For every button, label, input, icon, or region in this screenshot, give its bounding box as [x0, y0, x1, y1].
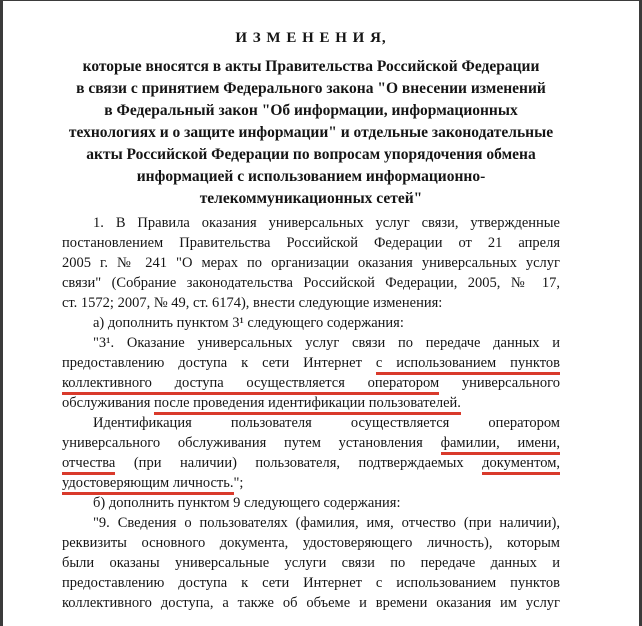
red-underline-annotation: документом,	[482, 455, 560, 475]
body-text-segment: реквизиты основного документа, удостоверяющего личность), которым	[62, 535, 560, 551]
body-text-segment: 1. В Правила оказания универсальных услуг связи, утвержденные	[93, 215, 560, 231]
document-body	[62, 213, 560, 613]
body-line	[62, 553, 560, 573]
body-line	[62, 353, 560, 373]
body-line	[62, 273, 560, 293]
body-text-segment: коллективного доступа, а также об объеме и времени оказания им услуг	[62, 595, 560, 611]
body-line	[62, 293, 560, 313]
body-line	[62, 453, 560, 473]
body-line	[62, 233, 560, 253]
body-text-segment: обслуживания	[62, 395, 155, 411]
subtitle-line: в Федеральный закон "Об информации, информационных	[104, 102, 518, 119]
body-text-segment: универсального обслуживания путем установления	[62, 435, 441, 451]
red-underline-annotation: удостоверяющим личность.	[62, 475, 234, 495]
body-line	[62, 313, 560, 333]
body-text-segment: Идентификация пользователя осуществляется оператором	[93, 415, 560, 431]
body-line	[62, 593, 560, 613]
body-text-segment: предоставлению доступа к сети Интернет с использованием пунктов	[62, 575, 560, 591]
red-underline-annotation: фамилии, имени,	[441, 435, 560, 455]
body-text-segment: (при наличии) пользователя, подтверждаемых	[115, 455, 483, 471]
body-text-segment: "9. Сведения о пользователях (фамилия, имя, отчество (при наличии),	[93, 515, 560, 531]
body-text-segment: связи" (Собрание законодательства Российской Федерации, 2005, № 17,	[62, 275, 560, 291]
red-underline-annotation: отчества	[62, 455, 115, 475]
body-text-segment: ";	[233, 475, 244, 491]
body-line	[62, 513, 560, 533]
body-line	[62, 473, 560, 493]
body-text-segment: универсального	[439, 375, 560, 391]
document-content	[62, 1, 560, 613]
body-line	[62, 393, 560, 413]
body-text-segment: постановлением Правительства Российской Федерации от 21 апреля	[62, 235, 560, 251]
subtitle-line: технологиях и о защите информации" и отдельные законодательные	[68, 124, 554, 141]
subtitle-line: информацией с использованием информационно-	[136, 168, 486, 185]
body-text-segment: а) дополнить пунктом 3¹ следующего содержания:	[93, 315, 404, 331]
body-line	[62, 253, 560, 273]
body-line	[62, 333, 560, 353]
body-line	[62, 573, 560, 593]
red-underline-annotation: после проведения идентификации пользователей.	[154, 395, 461, 415]
body-line	[62, 533, 560, 553]
body-line	[62, 493, 560, 513]
body-line	[62, 433, 560, 453]
body-text-segment: "3¹. Оказание универсальных услуг связи по передаче данных и	[93, 335, 560, 351]
body-line	[62, 213, 560, 233]
document-subtitle	[62, 56, 560, 210]
body-text-segment: предоставлению доступа к сети Интернет	[62, 355, 376, 371]
subtitle-line: акты Российской Федерации по вопросам упорядочения обмена	[86, 146, 536, 163]
body-text-segment: ст. 1572; 2007, № 49, ст. 6174), внести следующие изменения:	[62, 295, 443, 311]
body-line	[62, 413, 560, 433]
subtitle-line: которые вносятся в акты Правительства Российской Федерации	[82, 58, 540, 75]
document-title: И З М Е Н Е Н И Я,	[235, 30, 387, 46]
red-underline-annotation: коллективного доступа осуществляется оператором	[62, 375, 439, 395]
body-text-segment: 2005 г. № 241 "О мерах по организации оказания универсальных услуг	[62, 255, 560, 271]
subtitle-line: телекоммуникационных сетей"	[199, 190, 423, 207]
red-underline-annotation: с использованием пунктов	[376, 355, 560, 375]
body-text-segment: были оказаны универсальные услуги связи по передаче данных и	[62, 555, 560, 571]
subtitle-line: в связи с принятием Федерального закона "О внесении изменений	[76, 80, 546, 97]
body-line	[62, 373, 560, 393]
body-text-segment: б) дополнить пунктом 9 следующего содержания:	[93, 495, 401, 511]
